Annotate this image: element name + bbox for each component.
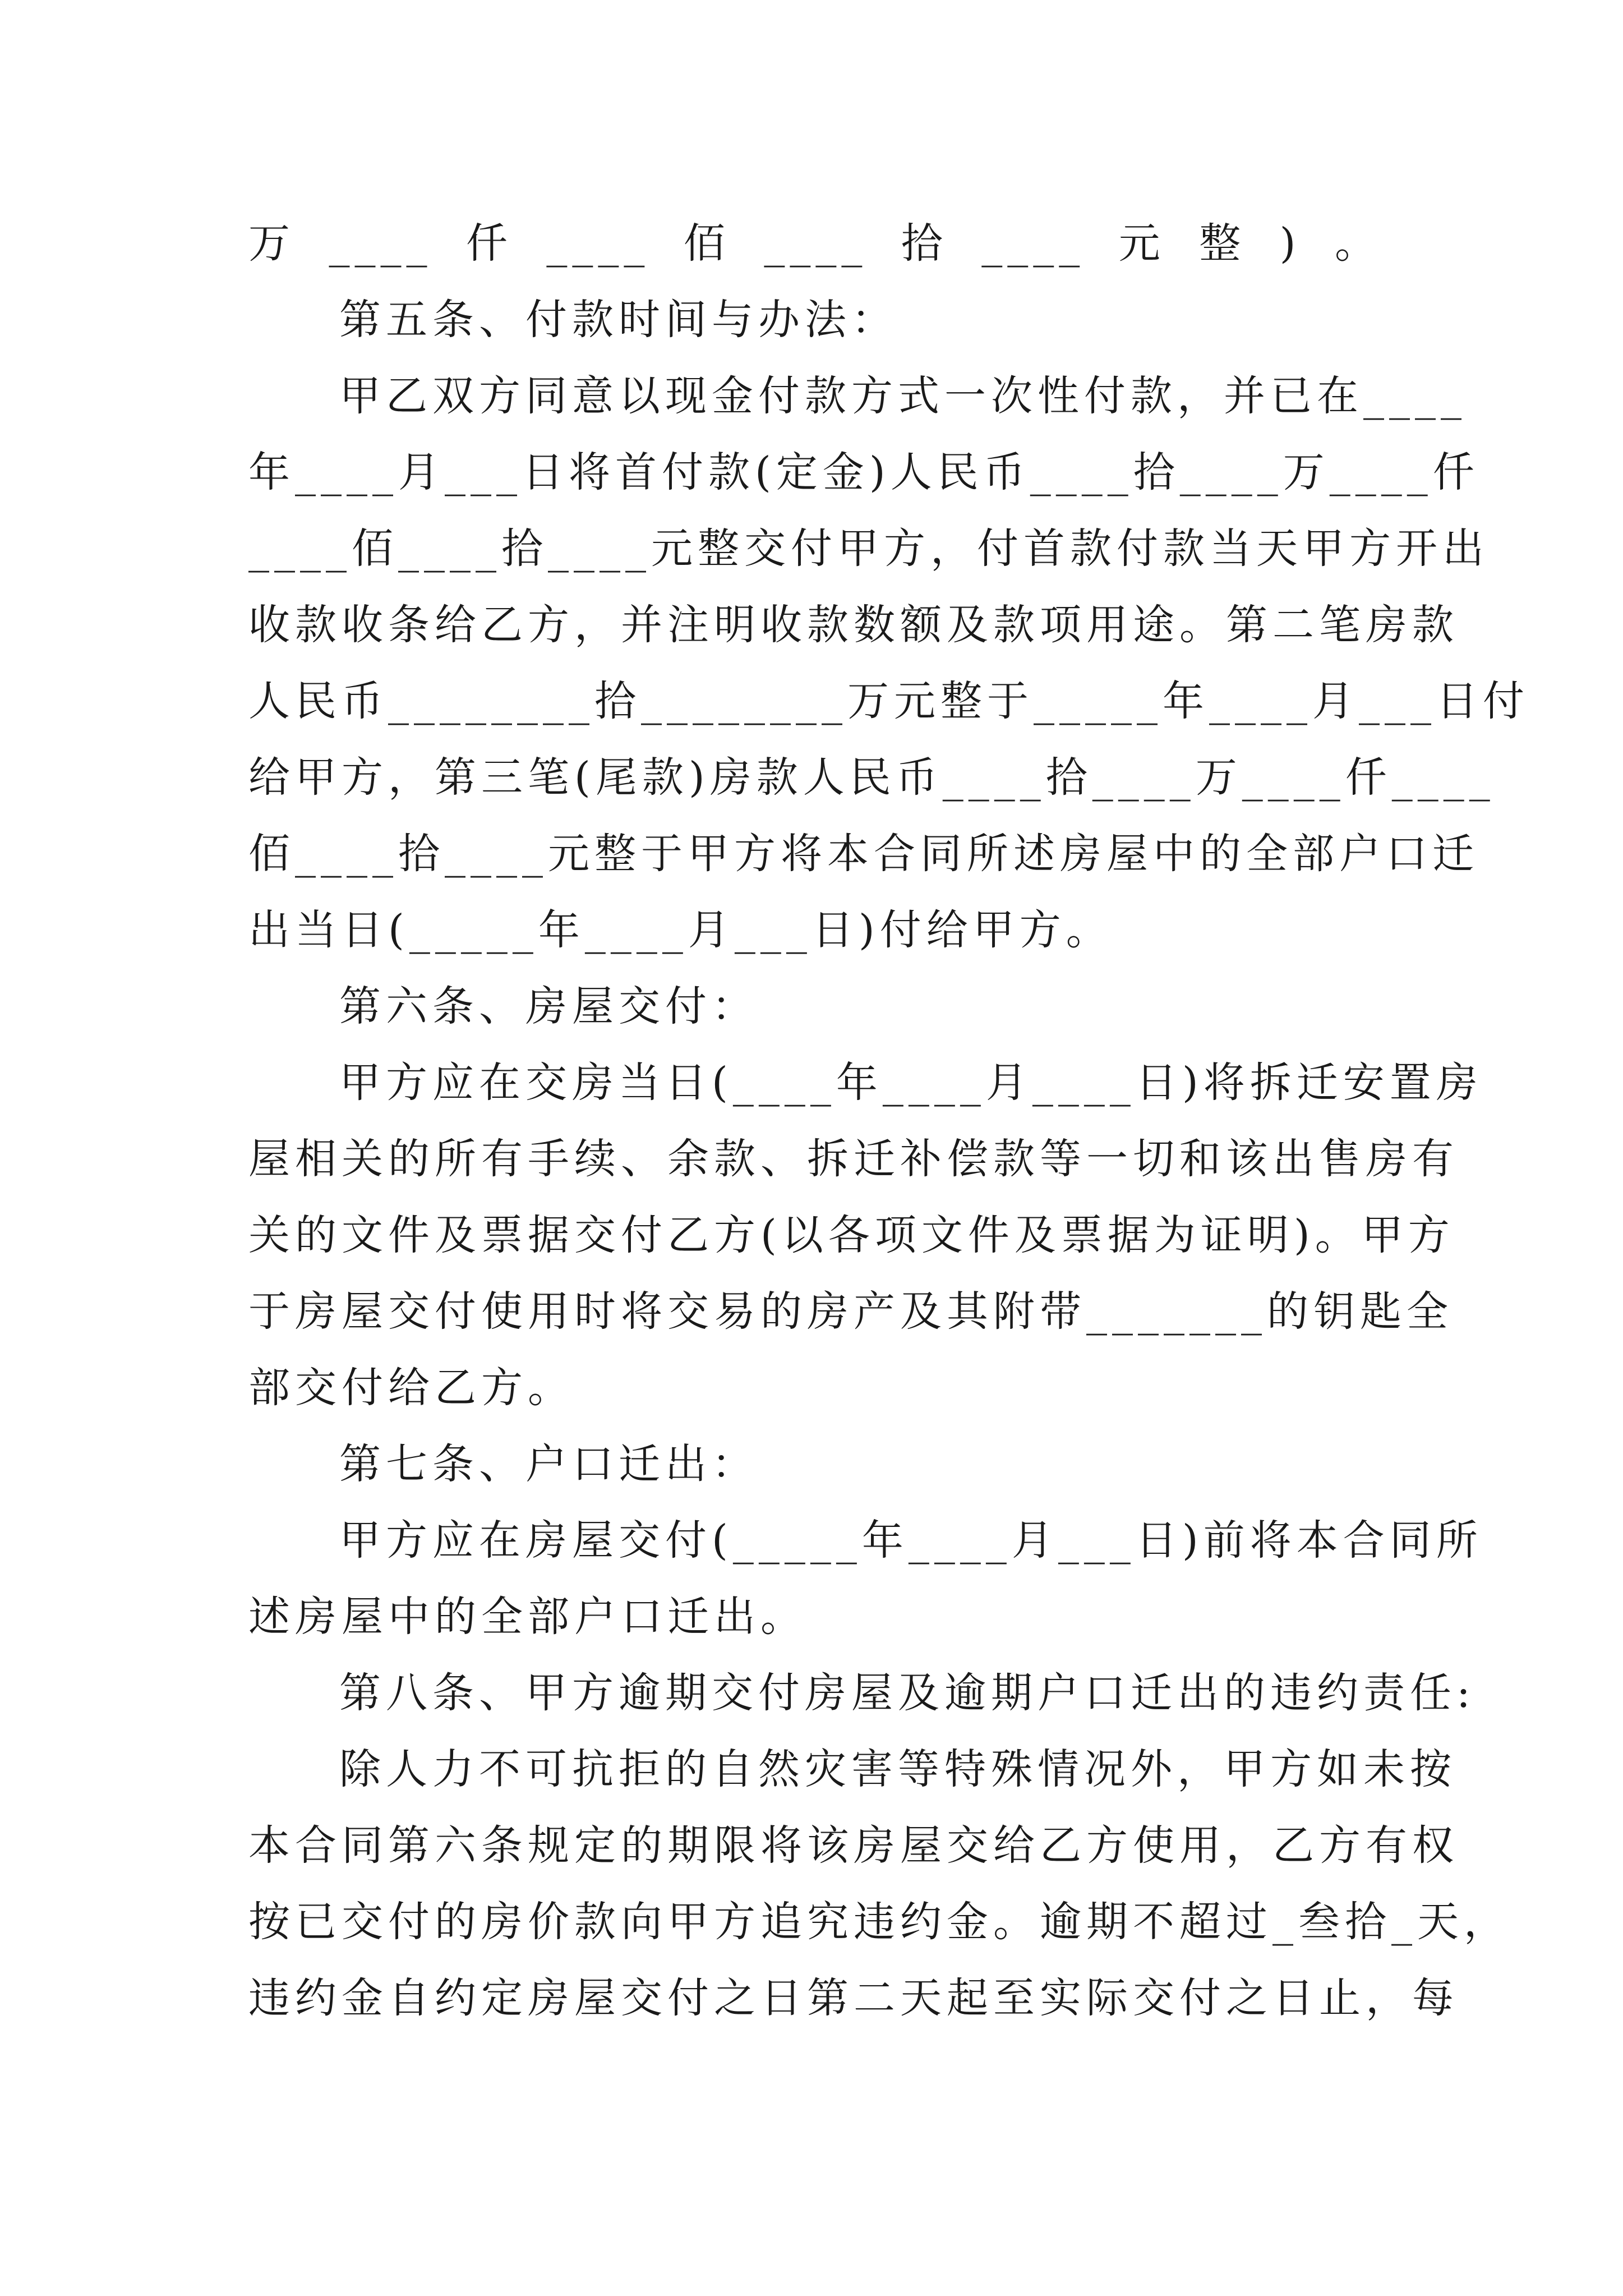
article-heading: 第六条、房屋交付：: [339, 982, 758, 1030]
text-line: 部交付给乙方。: [248, 1364, 574, 1412]
text-line: 按已交付的房价款向甲方追究违约金。逾期不超过_叁拾_天，: [248, 1898, 1510, 1946]
article-heading: 第八条、甲方逾期交付房屋及逾期户口迁出的违约责任:: [339, 1669, 1476, 1717]
text-line: 万____仟____佰____拾____元整)。: [248, 219, 1381, 268]
text-line: 述房屋中的全部户口迁出。: [248, 1593, 807, 1641]
article-heading: 第五条、付款时间与办法：: [339, 296, 898, 344]
document-body: [248, 205, 1529, 2036]
text-line: 佰____拾____元整于甲方将本合同所述房屋中的全部户口迁: [248, 830, 1479, 878]
text-line: ____佰____拾____元整交付甲方，付首款付款当天甲方开出: [248, 524, 1489, 573]
text-line: 于房屋交付使用时将交易的房产及其附带_______的钥匙全: [248, 1287, 1453, 1336]
text-line: 除人力不可抗拒的自然灾害等特殊情况外，甲方如未按: [339, 1745, 1456, 1793]
text-line: 屋相关的所有手续、余款、拆迁补偿款等一切和该出售房有: [248, 1135, 1459, 1183]
text-line: 甲方应在交房当日(____年____月____日)将拆迁安置房: [339, 1059, 1483, 1107]
text-line: 甲方应在房屋交付(_____年____月___日)前将本合同所: [339, 1516, 1483, 1565]
text-line: 甲乙双方同意以现金付款方式一次性付款，并已在____: [339, 372, 1467, 420]
text-line: 年____月___日将首付款(定金)人民币____拾____万____仟: [248, 448, 1479, 496]
article-heading: 第七条、户口迁出：: [339, 1440, 758, 1488]
text-line: 关的文件及票据交付乙方(以各项文件及票据为证明)。甲方: [248, 1211, 1455, 1259]
text-line: 给甲方，第三笔(尾款)房款人民币____拾____万____仟____: [248, 753, 1495, 802]
text-line: 收款收条给乙方，并注明收款数额及款项用途。第二笔房款: [248, 601, 1459, 649]
text-line: 人民币________拾________万元整于_____年____月___日付: [248, 677, 1529, 725]
text-line: 本合同第六条规定的期限将该房屋交给乙方使用，乙方有权: [248, 1821, 1459, 1870]
text-line: 出当日(_____年____月___日)付给甲方。: [248, 906, 1113, 954]
text-line: 违约金自约定房屋交付之日第二天起至实际交付之日止，每: [248, 1974, 1459, 2022]
